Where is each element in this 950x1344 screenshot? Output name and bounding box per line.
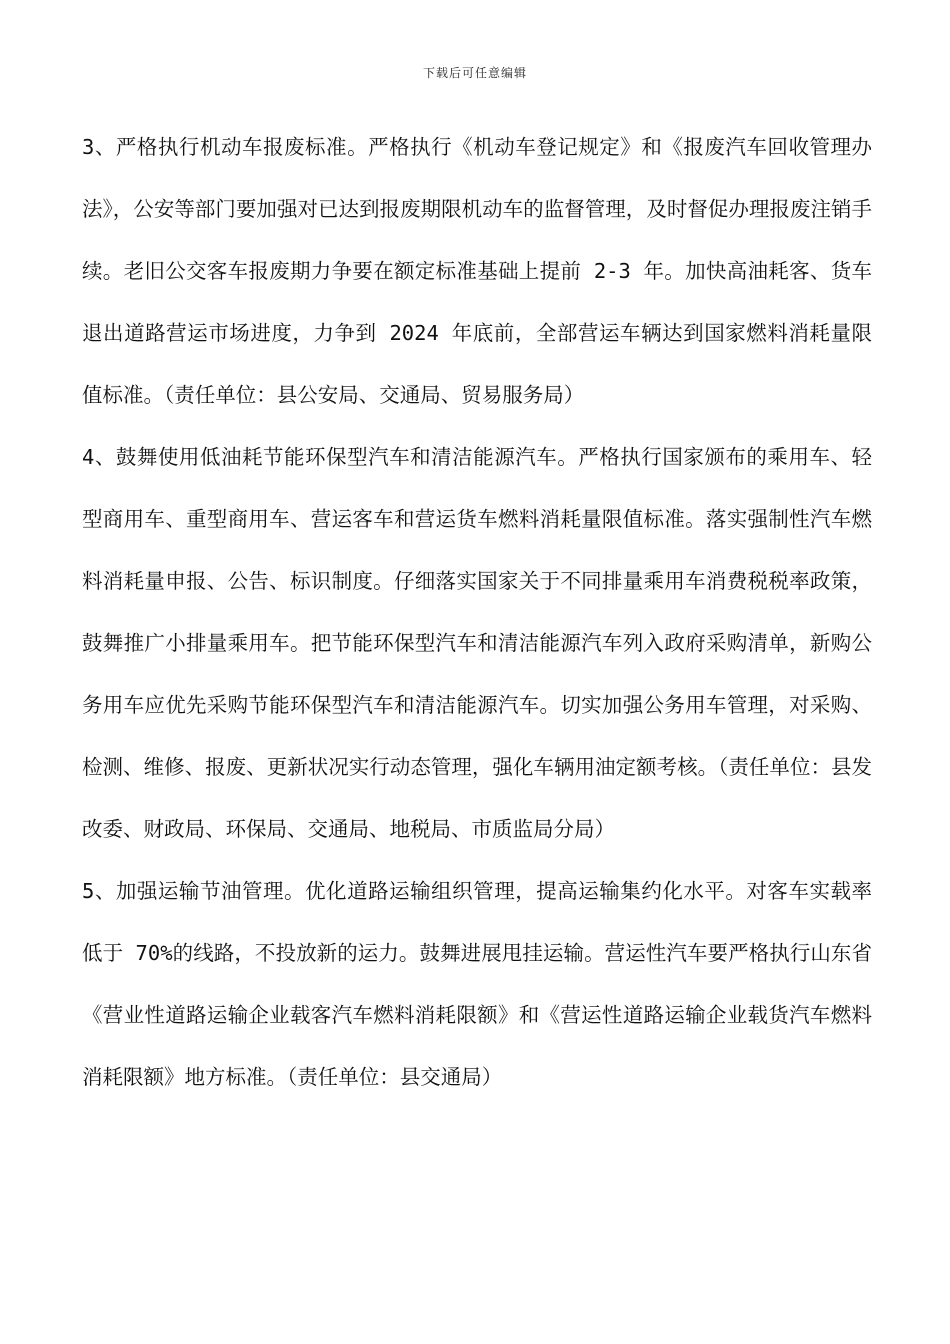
paragraph-item-5: 5、加强运输节油管理。优化道路运输组织管理，提高运输集约化水平。对客车实载率低于 70%的线路，不投放新的运力。鼓舞进展甩挂运输。营运性汽车要严格执行山东省《营业性道路运输企业载客汽车燃料消耗限额》和《营运性道路运输企业载货汽车燃料消耗限额》地方标准。（责任单位：县交通局）: [82, 879, 872, 1089]
page-header-note: 下载后可任意编辑: [422, 66, 527, 80]
paragraph-item-4: 4、鼓舞使用低油耗节能环保型汽车和清洁能源汽车。严格执行国家颁布的乘用车、轻型商用车、重型商用车、营运客车和营运货车燃料消耗量限值标准。落实强制性汽车燃料消耗量申报、公告、标识制度。仔细落实国家关于不同排量乘用车消费税税率政策，鼓舞推广小排量乘用车。把节能环保型汽车和清洁能源汽车列入政府采购清单，新购公务用车应优先采购节能环保型汽车和清洁能源汽车。切实加强公务用车管理，对采购、检测、维修、报废、更新状况实行动态管理，强化车辆用油定额考核。（责任单位：县发改委、财政局、环保局、交通局、地税局、市质监局分局）: [82, 445, 872, 841]
document-body: [82, 116, 872, 1108]
paragraph-item-3: 3、严格执行机动车报废标准。严格执行《机动车登记规定》和《报废汽车回收管理办法》，公安等部门要加强对已达到报废期限机动车的监督管理，及时督促办理报废注销手续。老旧公交客车报废期力争要在额定标准基础上提前 2-3 年。加快高油耗客、货车退出道路营运市场进度，力争到 2024 年底前，全部营运车辆达到国家燃料消耗量限值标准。（责任单位：县公安局、交通局、贸易服务局）: [82, 135, 872, 407]
